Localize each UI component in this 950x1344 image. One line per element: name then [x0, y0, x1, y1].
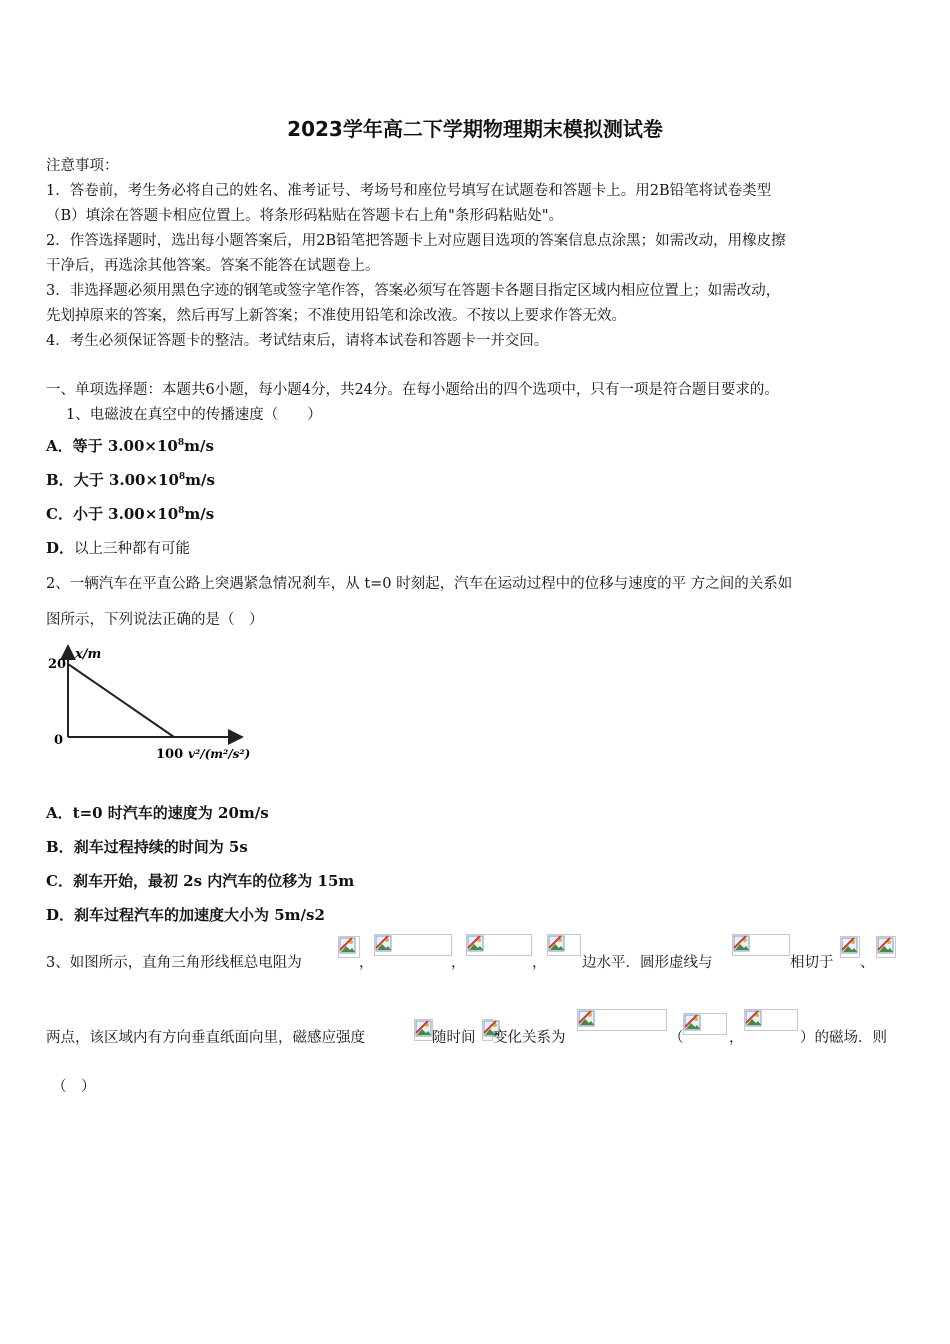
option-text: t=0 时汽车的速度为 20m/s — [72, 804, 269, 822]
x-tick-label: 100 — [156, 747, 184, 762]
q3-text-8: 两点，该区域内有方向垂直纸面向里，磁感应强度 — [46, 1030, 365, 1046]
page-title: 2023学年高二下学期物理期末模拟测试卷 — [287, 117, 663, 141]
q3-text-7: 、 — [860, 955, 875, 971]
q2-option-b — [46, 836, 248, 857]
notice-line-1b: （B）填涂在答题卡相应位置上。将条形码粘贴在答题卡右上角"条形码粘贴处"。 — [46, 208, 563, 224]
option-text: 刹车过程汽车的加速度大小为 5m/s2 — [74, 906, 325, 924]
q1-option-d — [46, 537, 190, 558]
notice-line-4: 4．考生必须保证答题卡的整洁。考试结束后，请将本试卷和答题卡一并交回。 — [46, 333, 549, 349]
q1-stem: 1、电磁波在真空中的传播速度（ ） — [66, 407, 322, 423]
notice-line-2a: 2．作答选择题时，选出每小题答案后，用2B铅笔把答题卡上对应题目选项的答案信息点涂黑；如需改动，用橡皮擦 — [46, 233, 786, 249]
option-label: B． — [46, 838, 74, 856]
broken-image-glyph — [375, 935, 393, 953]
q3-text-5: 边水平．圆形虚线与 — [582, 955, 713, 971]
q3-text-2: ， — [359, 955, 374, 971]
broken-image-glyph — [415, 1020, 433, 1038]
q3-text-4: ， — [532, 955, 547, 971]
option-label: A． — [46, 437, 73, 455]
option-label: B． — [46, 471, 74, 489]
broken-image-glyph — [733, 935, 751, 953]
option-text: 以上三种都有可能 — [74, 541, 191, 557]
notice-heading: 注意事项： — [46, 158, 119, 174]
option-text: 刹车开始，最初 2s 内汽车的位移为 15m — [72, 872, 355, 890]
q2-option-d — [46, 904, 325, 925]
broken-image-glyph — [841, 937, 859, 955]
x-axis-label: v²/(m²/s²) — [188, 747, 251, 761]
exponent: 8 — [177, 438, 185, 448]
broken-image-glyph — [877, 937, 895, 955]
broken-image-icon — [876, 936, 896, 958]
q2-stem-1: 2、一辆汽车在平直公路上突遇紧急情况刹车，从 t=0 时刻起，汽车在运动过程中的位移与速度的平 方之间的关系如 — [46, 576, 793, 592]
notice-line-3a: 3．非选择题必须用黑色字迹的钢笔或签字笔作答，答案必须写在答题卡各题目指定区域内相应位置上；如需改动， — [46, 283, 781, 299]
broken-image-icon — [414, 1019, 433, 1041]
broken-image-icon — [577, 1009, 667, 1031]
q3-text-10: 变化关系为 — [493, 1030, 566, 1046]
section-heading: 一、单项选择题：本题共6小题，每小题4分，共24分。在每小题给出的四个选项中，只有一项是符合题目要求的。 — [46, 382, 779, 398]
q3-text-3: ， — [451, 955, 466, 971]
broken-image-glyph — [578, 1010, 596, 1028]
option-text: 刹车过程持续的时间为 5s — [73, 838, 248, 856]
unit: m/s — [185, 471, 215, 489]
notice-line-3b: 先划掉原来的答案，然后再写上新答案；不准使用铅笔和涂改液。不按以上要求作答无效。 — [46, 308, 626, 324]
q3-text-1: 3、如图所示，直角三角形线框总电阻为 — [46, 955, 302, 971]
broken-image-icon — [338, 936, 360, 958]
exponent: 8 — [178, 472, 186, 482]
option-label: A． — [46, 804, 73, 822]
broken-image-glyph — [684, 1014, 702, 1032]
broken-image-icon — [374, 934, 452, 956]
data-line — [68, 664, 174, 737]
unit: m/s — [184, 505, 215, 523]
y-axis-label: x/m — [75, 647, 102, 662]
option-label: C． — [46, 505, 73, 523]
y-tick-label: 20 — [48, 657, 67, 672]
q3-text-9: 随时间 — [432, 1030, 476, 1046]
q3-text-11: （ — [669, 1030, 684, 1046]
broken-image-icon — [683, 1013, 727, 1035]
q2-graph — [44, 640, 264, 775]
exponent: 8 — [178, 506, 185, 516]
option-label: C． — [46, 872, 73, 890]
q3-text-12: ， — [729, 1030, 744, 1046]
broken-image-glyph — [467, 935, 485, 953]
broken-image-glyph — [548, 935, 566, 953]
q1-option-a — [46, 435, 214, 456]
q1-option-b — [46, 469, 215, 490]
broken-image-icon — [744, 1009, 798, 1031]
q3-text-13: ）的磁场．则 — [800, 1030, 887, 1046]
q3-text-6: 相切于 — [790, 955, 834, 971]
option-text: 等于 3.00×10 — [72, 437, 178, 455]
notice-line-1a: 1．答卷前，考生务必将自己的姓名、准考证号、考场号和座位号填写在试题卷和答题卡上。用2B铅笔将试卷类型 — [46, 183, 772, 199]
notice-line-2b: 干净后，再选涂其他答案。答案不能答在试题卷上。 — [46, 258, 380, 274]
option-text: 大于 3.00×10 — [73, 471, 179, 489]
broken-image-icon — [732, 934, 790, 956]
q1-option-c — [46, 503, 214, 524]
option-label: D． — [46, 539, 75, 557]
broken-image-icon — [547, 934, 581, 956]
broken-image-glyph — [339, 937, 357, 955]
unit: m/s — [184, 437, 214, 455]
q2-option-a — [46, 802, 269, 823]
broken-image-icon — [466, 934, 532, 956]
origin-label: 0 — [54, 733, 64, 748]
q3-answer-blank: （ ） — [52, 1079, 96, 1095]
q2-stem-2: 图所示，下列说法正确的是（ ） — [46, 612, 264, 628]
broken-image-glyph — [745, 1010, 763, 1028]
broken-image-icon — [482, 1019, 493, 1041]
q2-option-c — [46, 870, 354, 891]
option-label: D． — [46, 906, 75, 924]
broken-image-icon — [840, 936, 860, 958]
option-text: 小于 3.00×10 — [72, 505, 179, 523]
